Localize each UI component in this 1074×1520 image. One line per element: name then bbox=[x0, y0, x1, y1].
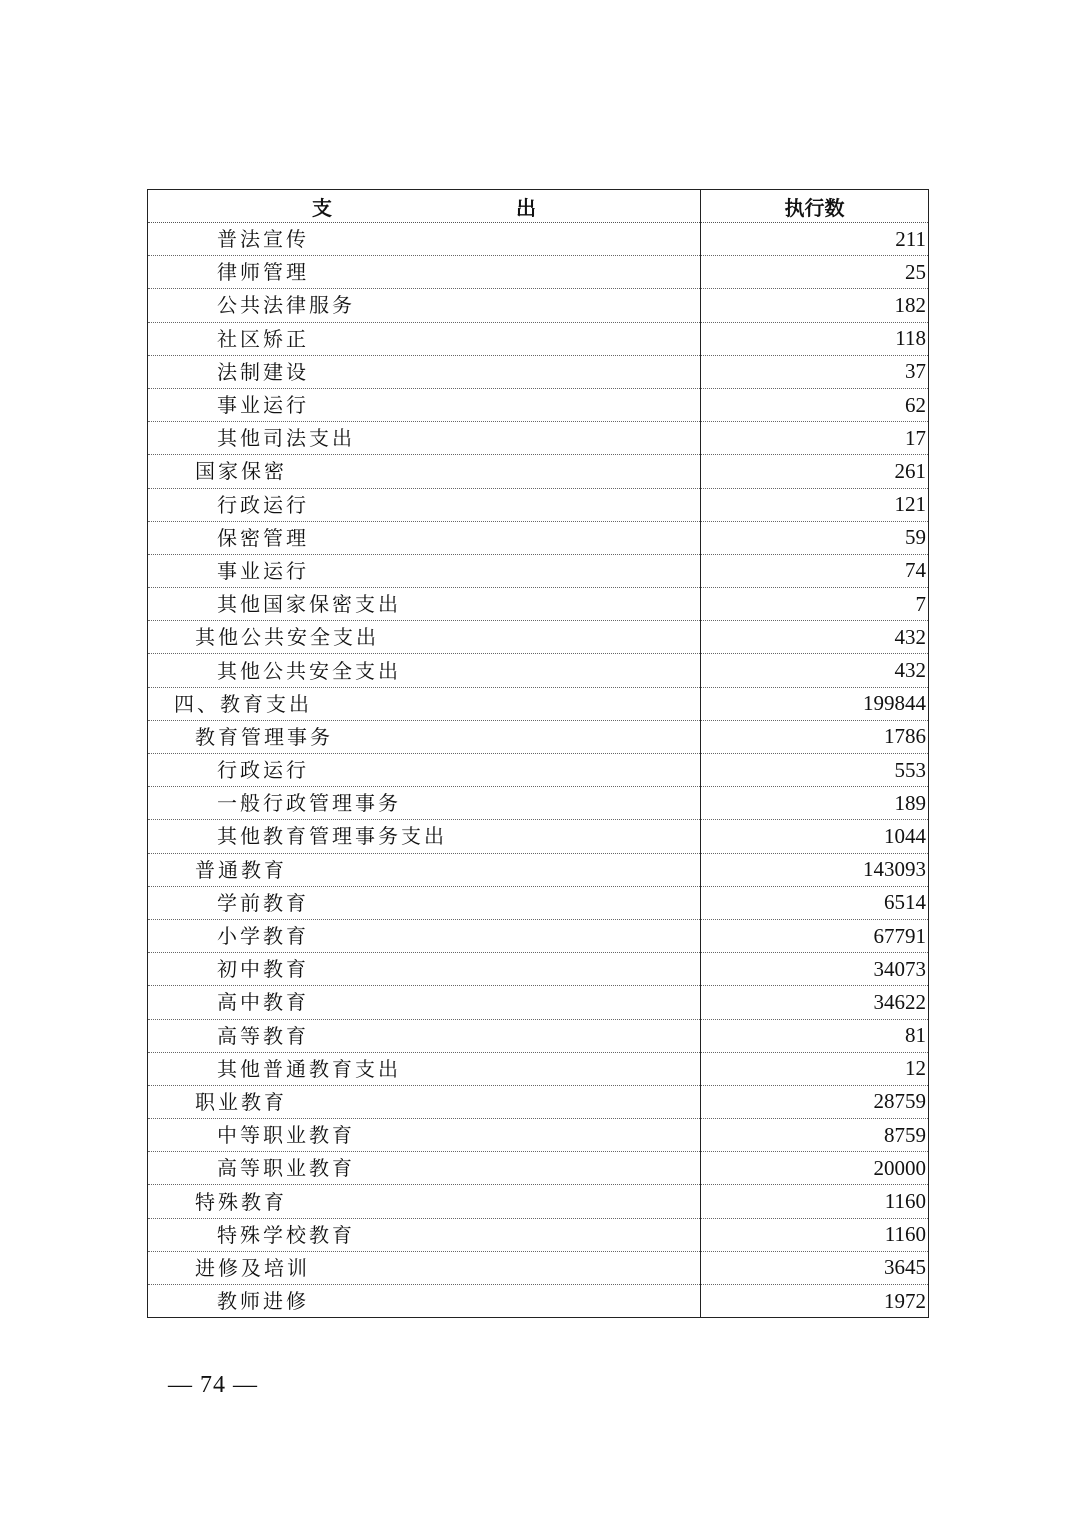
item-value: 432 bbox=[701, 621, 929, 654]
item-value: 182 bbox=[701, 289, 929, 322]
item-name: 公共法律服务 bbox=[148, 289, 701, 322]
table-row bbox=[148, 223, 929, 256]
item-value: 34073 bbox=[701, 953, 929, 986]
item-name: 初中教育 bbox=[148, 953, 701, 986]
item-value: 432 bbox=[701, 654, 929, 687]
table-row bbox=[148, 256, 929, 289]
item-name: 其他公共安全支出 bbox=[148, 654, 701, 687]
item-name: 职业教育 bbox=[148, 1085, 701, 1118]
item-name: 律师管理 bbox=[148, 256, 701, 289]
item-name: 行政运行 bbox=[148, 754, 701, 787]
table-row bbox=[148, 820, 929, 853]
item-name: 其他普通教育支出 bbox=[148, 1052, 701, 1085]
item-name: 教师进修 bbox=[148, 1285, 701, 1318]
table-row bbox=[148, 720, 929, 753]
item-name: 国家保密 bbox=[148, 455, 701, 488]
item-value: 1044 bbox=[701, 820, 929, 853]
item-value: 3645 bbox=[701, 1251, 929, 1284]
table-row bbox=[148, 388, 929, 421]
table-row bbox=[148, 554, 929, 587]
table-row bbox=[148, 1019, 929, 1052]
item-name: 四、教育支出 bbox=[148, 687, 701, 720]
table-row bbox=[148, 1285, 929, 1318]
item-value: 12 bbox=[701, 1052, 929, 1085]
table-row bbox=[148, 754, 929, 787]
item-name: 小学教育 bbox=[148, 919, 701, 952]
table-row bbox=[148, 687, 929, 720]
item-value: 62 bbox=[701, 388, 929, 421]
table-row bbox=[148, 1185, 929, 1218]
item-value: 67791 bbox=[701, 919, 929, 952]
item-value: 6514 bbox=[701, 886, 929, 919]
table-row bbox=[148, 1152, 929, 1185]
table-row bbox=[148, 654, 929, 687]
item-name: 事业运行 bbox=[148, 388, 701, 421]
item-name: 学前教育 bbox=[148, 886, 701, 919]
table-row bbox=[148, 322, 929, 355]
item-value: 1786 bbox=[701, 720, 929, 753]
item-value: 59 bbox=[701, 521, 929, 554]
table-row bbox=[148, 986, 929, 1019]
item-value: 74 bbox=[701, 554, 929, 587]
item-value: 121 bbox=[701, 488, 929, 521]
item-name: 特殊学校教育 bbox=[148, 1218, 701, 1251]
item-value: 143093 bbox=[701, 853, 929, 886]
item-value: 189 bbox=[701, 787, 929, 820]
item-name: 教育管理事务 bbox=[148, 720, 701, 753]
table-row bbox=[148, 289, 929, 322]
table-row bbox=[148, 919, 929, 952]
table-row bbox=[148, 1218, 929, 1251]
item-value: 261 bbox=[701, 455, 929, 488]
item-name: 高等职业教育 bbox=[148, 1152, 701, 1185]
table-row bbox=[148, 455, 929, 488]
page-number: — 74 — bbox=[168, 1372, 258, 1398]
expenditure-table bbox=[147, 189, 929, 1318]
item-name: 社区矫正 bbox=[148, 322, 701, 355]
item-value: 20000 bbox=[701, 1152, 929, 1185]
table-row bbox=[148, 355, 929, 388]
item-name: 其他教育管理事务支出 bbox=[148, 820, 701, 853]
table-row bbox=[148, 953, 929, 986]
table-row bbox=[148, 621, 929, 654]
item-name: 法制建设 bbox=[148, 355, 701, 388]
item-name: 进修及培训 bbox=[148, 1251, 701, 1284]
item-value: 1160 bbox=[701, 1185, 929, 1218]
item-value: 17 bbox=[701, 422, 929, 455]
item-name: 其他司法支出 bbox=[148, 422, 701, 455]
table-row bbox=[148, 521, 929, 554]
item-value: 81 bbox=[701, 1019, 929, 1052]
table-row bbox=[148, 853, 929, 886]
item-value: 34622 bbox=[701, 986, 929, 1019]
table-row bbox=[148, 886, 929, 919]
item-value: 7 bbox=[701, 588, 929, 621]
item-name: 特殊教育 bbox=[148, 1185, 701, 1218]
table-row bbox=[148, 1119, 929, 1152]
item-name: 事业运行 bbox=[148, 554, 701, 587]
item-name: 其他公共安全支出 bbox=[148, 621, 701, 654]
table-row bbox=[148, 1052, 929, 1085]
item-name: 高中教育 bbox=[148, 986, 701, 1019]
column-header-expenditure: 支 出 bbox=[148, 190, 701, 223]
item-value: 118 bbox=[701, 322, 929, 355]
item-name: 行政运行 bbox=[148, 488, 701, 521]
item-value: 211 bbox=[701, 223, 929, 256]
item-value: 199844 bbox=[701, 687, 929, 720]
item-name: 高等教育 bbox=[148, 1019, 701, 1052]
table-header-row bbox=[148, 190, 929, 223]
table-row bbox=[148, 488, 929, 521]
item-value: 1972 bbox=[701, 1285, 929, 1318]
item-value: 37 bbox=[701, 355, 929, 388]
item-name: 其他国家保密支出 bbox=[148, 588, 701, 621]
table-row bbox=[148, 1085, 929, 1118]
item-value: 28759 bbox=[701, 1085, 929, 1118]
item-value: 8759 bbox=[701, 1119, 929, 1152]
item-name: 普法宣传 bbox=[148, 223, 701, 256]
table-row bbox=[148, 1251, 929, 1284]
item-name: 普通教育 bbox=[148, 853, 701, 886]
table-row bbox=[148, 787, 929, 820]
table-row bbox=[148, 422, 929, 455]
item-value: 1160 bbox=[701, 1218, 929, 1251]
column-header-executed-amount: 执行数 bbox=[701, 190, 929, 223]
item-name: 保密管理 bbox=[148, 521, 701, 554]
item-name: 一般行政管理事务 bbox=[148, 787, 701, 820]
item-name: 中等职业教育 bbox=[148, 1119, 701, 1152]
item-value: 25 bbox=[701, 256, 929, 289]
item-value: 553 bbox=[701, 754, 929, 787]
table-row bbox=[148, 588, 929, 621]
table-body bbox=[148, 223, 929, 1318]
